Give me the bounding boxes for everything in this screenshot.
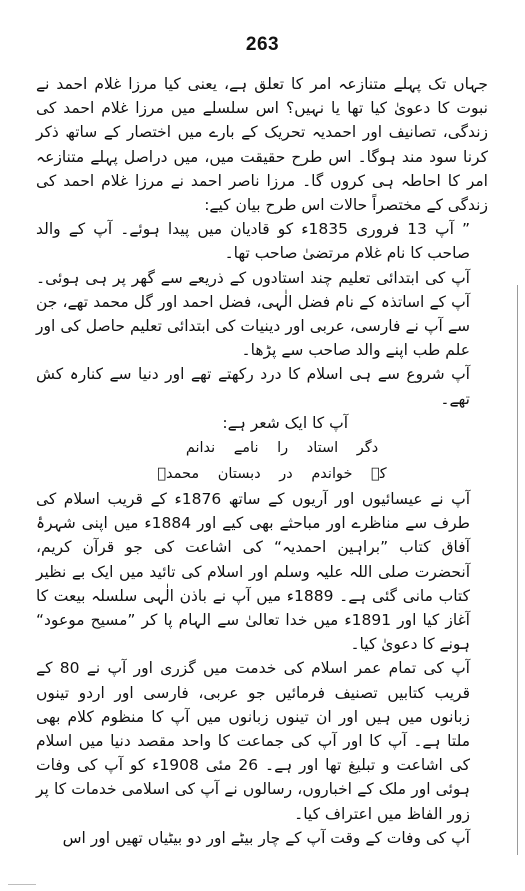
intro-paragraph: جہاں تک پہلے متنازعہ امر کا تعلق ہے، یعنی کیا مرزا غلام احمد نے نبوت کا دعویٰ کیا تھا یا نہیں؟ اس سلسلے میں مرزا غلام احمد کی زندگی، تصانیف اور احمدیہ تحریک کے بارے میں اختصار کے ساتھ ذکر کرنا سود مند ہوگا۔ اس طرح حقیقت میں، میں دراصل پہلے متنازعہ امر کا احاطہ ہی کروں گا۔ مرزا ناصر احمد نے مرزا غلام احمد کی زندگی کے مختصراً حالات اس طرح بیان کیے: [36,75,488,215]
verse-line: کہ خواندم در دبستان محمدؐ [157,466,387,483]
quote-paragraph-debates: آپ نے عیسائیوں اور آریوں کے ساتھ 1876ء کے قریب اسلام کی طرف سے مناظرے اور مباحثے بھی کیے اور 1884ء میں اپنی شہرۂ آفاق کتاب ”براہین احمدیہ“ کی اشاعت کی جو قرآن کریم، آنحضرت صلی اللہ علیہ وسلم اور اسلام کی تائید میں ایک بے نظیر کتاب مانی گئی ہے۔ 1889ء میں آپ نے باذن الٰہی سلسلہ بیعت کا آغاز کیا اور 1891ء میں خدا تعالیٰ سے الہام پا کر ”مسیح موعود“ ہونے کا دعویٰ کیا۔ [36,490,471,654]
page-number: 263 [245,34,280,55]
quote-paragraph-birth: ” آپ 13 فروری 1835ء کو قادیان میں پیدا ہوئے۔ آپ کے والد صاحب کا نام غلام مرتضیٰ صاحب تھا۔ [36,220,470,263]
quote-paragraph-works: آپ کی تمام عمر اسلام کی خدمت میں گزری اور آپ نے 80 کے قریب کتابیں تصنیف فرمائیں جو عربی، فارسی اور اردو تینوں زبانوں میں ہیں اور ان تینوں زبانوں میں آپ کا منظوم کلام بھی ملتا ہے۔ آپ کا اور آپ کی جماعت کا واحد مقصد دنیا میں اسلام کی اشاعت و تبلیغ تھا اور ہے۔ 26 مئی 1908ء کو آپ کی وفات ہوئی اور ملک کے اخباروں، رسالوں نے آپ کی اسلامی خدمات کا پر زور الفاظ میں اعتراف کیا۔ [36,659,470,823]
page-edge-line [517,285,518,855]
body-text [36,72,488,850]
quote-paragraph-education: آپ کی ابتدائی تعلیم چند استادوں کے ذریعے سے گھر پر ہی ہوئی۔ آپ کے اساتذہ کے نام فضل الٰہی، فضل احمد اور گل محمد تھے، جن سے آپ نے فارسی، عربی اور دینیات کی ابتدائی تعلیم حاصل کی اور علم طب اپنے والد صاحب سے پڑھا۔ [36,268,470,360]
quote-paragraph-family: آپ کی وفات کے وقت آپ کے چار بیٹے اور دو بیٹیاں تھیں اور اس [62,828,470,847]
verse-intro: آپ کا ایک شعر ہے: [222,413,348,432]
quote-paragraph-devotion: آپ شروع سے ہی اسلام کا درد رکھتے تھے اور دنیا سے کنارہ کش تھے۔ [36,365,470,408]
verse-line: دگر استاد را نامے ندانم [185,440,379,457]
scan-mark [8,884,36,885]
